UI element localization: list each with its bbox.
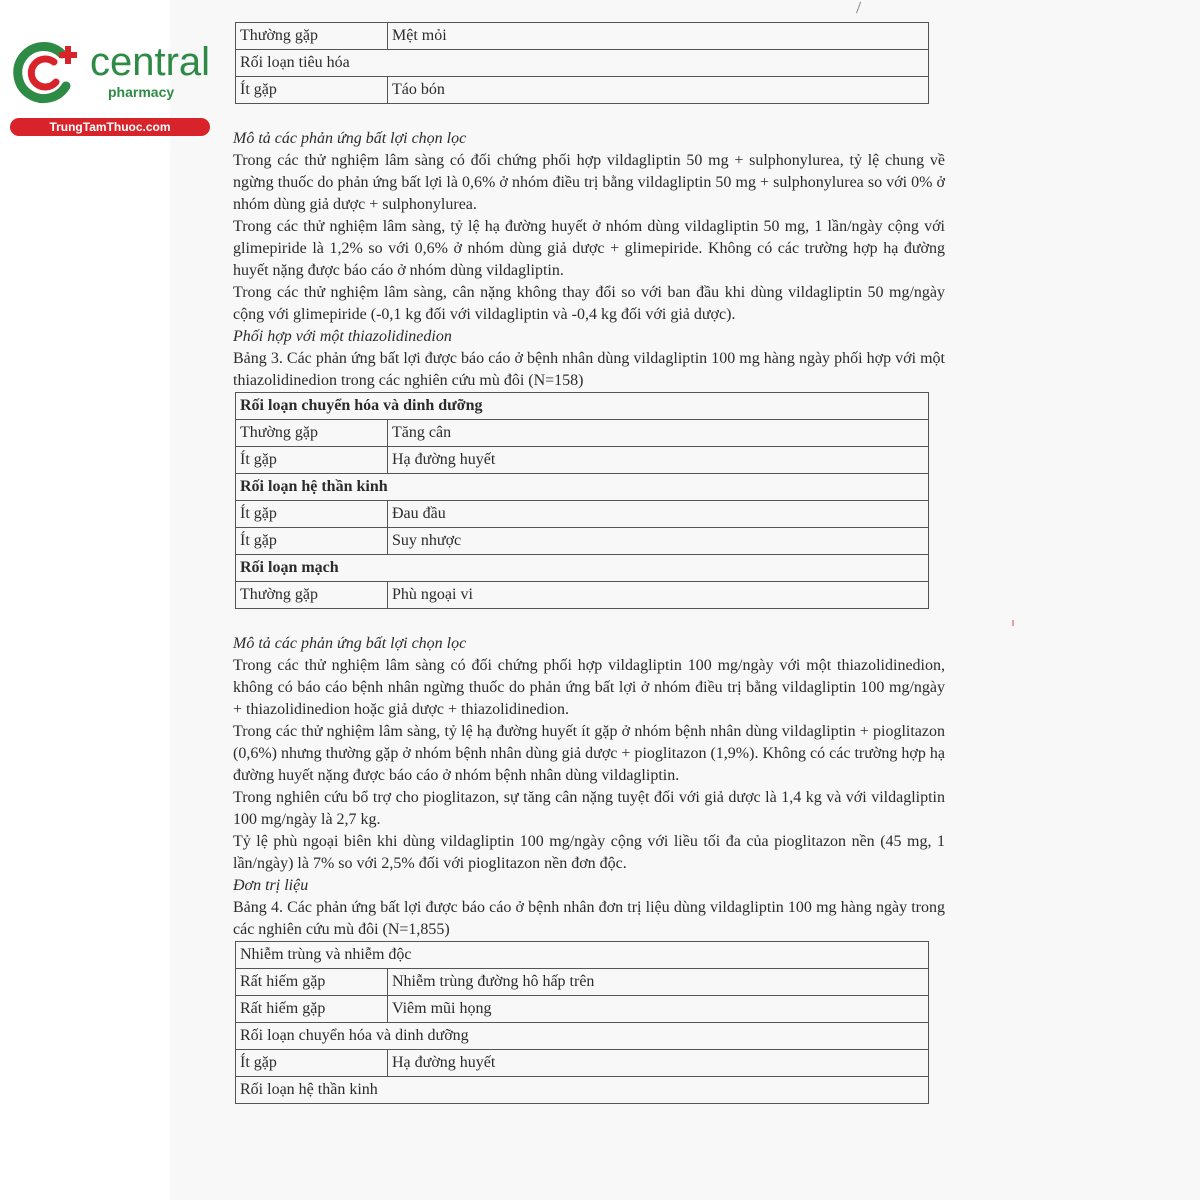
table-cell: Hạ đường huyết: [388, 1050, 929, 1077]
table-cell: Thường gặp: [236, 420, 388, 447]
table-row: [236, 942, 929, 969]
document-content: [233, 22, 945, 1104]
table-cell: Rất hiếm gặp: [236, 969, 388, 996]
table-row: [236, 23, 929, 50]
table-cell: Viêm mũi họng: [388, 996, 929, 1023]
table-cell: Ít gặp: [236, 528, 388, 555]
paragraph: Trong các thử nghiệm lâm sàng, cân nặng không thay đổi so với ban đầu khi dùng vildagliptin 50 mg/ngày cộng với glimepiride (-0,1 kg đối với vildagliptin và -0,4 kg đối với giả dược).: [233, 284, 945, 323]
table-row: [236, 996, 929, 1023]
table-cell: Suy nhược: [388, 528, 929, 555]
table-row: [236, 77, 929, 104]
table-row: [236, 528, 929, 555]
table-cell: Táo bón: [388, 77, 929, 104]
table-group-cell: Rối loạn hệ thần kinh: [236, 474, 929, 501]
table-cell: Mệt mỏi: [388, 23, 929, 50]
table-group-cell: Rối loạn mạch: [236, 555, 929, 582]
table-row: [236, 447, 929, 474]
subsection-heading: Đơn trị liệu: [233, 877, 309, 894]
paragraph: Trong các thử nghiệm lâm sàng, tỷ lệ hạ đường huyết ít gặp ở nhóm bệnh nhân dùng vildagliptin + pioglitazon (0,6%) nhưng thường gặp ở nhóm bệnh nhân dùng giả dược + pioglitazon (1,9%). Không có các trường hợp hạ đường huyết nặng được báo cáo ở nhóm bệnh nhân dùng vildagliptin.: [233, 723, 945, 784]
subsection-heading: Phối hợp với một thiazolidinedion: [233, 328, 452, 345]
table-row: [236, 474, 929, 501]
table-cell: Ít gặp: [236, 1050, 388, 1077]
table-caption: Bảng 3. Các phản ứng bất lợi được báo cáo ở bệnh nhân dùng vildagliptin 100 mg hàng ngày phối hợp với một thiazolidinedion trong các nghiên cứu mù đôi (N=158): [233, 350, 945, 389]
table-row: [236, 393, 929, 420]
table-cell: Nhiễm trùng đường hô hấp trên: [388, 969, 929, 996]
section-heading: Mô tả các phản ứng bất lợi chọn lọc: [233, 635, 467, 652]
table-cell: Tăng cân: [388, 420, 929, 447]
table-group-cell: Rối loạn tiêu hóa: [236, 50, 929, 77]
adverse-table-3: [235, 392, 929, 609]
table-row: [236, 420, 929, 447]
table-row: [236, 1023, 929, 1050]
table-row: [236, 582, 929, 609]
table-cell: Đau đầu: [388, 501, 929, 528]
table-group-cell: Rối loạn hệ thần kinh: [236, 1077, 929, 1104]
paragraph: Trong nghiên cứu bổ trợ cho pioglitazon, sự tăng cân nặng tuyệt đối với giả dược là 1,4 kg và với vildagliptin 100 mg/ngày là 2,7 kg.: [233, 789, 945, 828]
paragraph: Tỷ lệ phù ngoại biên khi dùng vildagliptin 100 mg/ngày cộng với liều tối đa của pioglitazon nền (45 mg, 1 lần/ngày) là 7% so với 2,5% đối với pioglitazon nền đơn độc.: [233, 833, 945, 872]
section-heading: Mô tả các phản ứng bất lợi chọn lọc: [233, 130, 467, 147]
table-cell: Ít gặp: [236, 77, 388, 104]
table-caption: Bảng 4. Các phản ứng bất lợi được báo cáo ở bệnh nhân đơn trị liệu dùng vildagliptin 100 mg hàng ngày trong các nghiên cứu mù đôi (N=1,855): [233, 899, 945, 938]
adverse-table-1: [235, 22, 929, 104]
brand-url: TrungTamThuoc.com: [10, 118, 210, 136]
adverse-table-4: [235, 941, 929, 1104]
table-group-cell: Nhiễm trùng và nhiễm độc: [236, 942, 929, 969]
table-row: [236, 555, 929, 582]
brand-subtitle: pharmacy: [108, 84, 175, 100]
table-cell: Thường gặp: [236, 582, 388, 609]
table-row: [236, 969, 929, 996]
table-row: [236, 1077, 929, 1104]
table-row: [236, 1050, 929, 1077]
table-cell: Hạ đường huyết: [388, 447, 929, 474]
brand-logo[interactable]: [10, 36, 215, 136]
table-cell: Ít gặp: [236, 447, 388, 474]
table-row: [236, 501, 929, 528]
table-cell: Ít gặp: [236, 501, 388, 528]
paragraph: Trong các thử nghiệm lâm sàng, tỷ lệ hạ đường huyết ở nhóm dùng vildagliptin 50 mg, 1 lần/ngày cộng với glimepiride là 1,2% so với 0,6% ở nhóm dùng giả dược + glimepiride. Không có các trường hợp hạ đường huyết nặng được báo cáo ở nhóm dùng vildagliptin.: [233, 218, 945, 279]
table-row: [236, 50, 929, 77]
table-cell: Phù ngoại vi: [388, 582, 929, 609]
brand-name: central: [90, 40, 211, 84]
paragraph: Trong các thử nghiệm lâm sàng có đối chứng phối hợp vildagliptin 100 mg/ngày với một thiazolidinedion, không có báo cáo bệnh nhân ngừng thuốc do phản ứng bất lợi ở nhóm điều trị bằng vildagliptin 100 mg/ngày + thiazolidinedion hoặc giả dược + thiazolidinedion.: [233, 657, 945, 718]
table-group-cell: Rối loạn chuyển hóa và dinh dưỡng: [236, 393, 929, 420]
table-cell: Rất hiếm gặp: [236, 996, 388, 1023]
scan-mark: [1012, 620, 1014, 626]
central-logo-icon: [10, 36, 84, 110]
table-group-cell: Rối loạn chuyển hóa và dinh dưỡng: [236, 1023, 929, 1050]
table-cell: Thường gặp: [236, 23, 388, 50]
paragraph: Trong các thử nghiệm lâm sàng có đối chứng phối hợp vildagliptin 50 mg + sulphonylurea, tỷ lệ chung về ngừng thuốc do phản ứng bất lợi là 0,6% ở nhóm điều trị bằng vildagliptin 50 mg + sulphonylurea so với 0% ở nhóm dùng giả dược + sulphonylurea.: [233, 152, 945, 213]
